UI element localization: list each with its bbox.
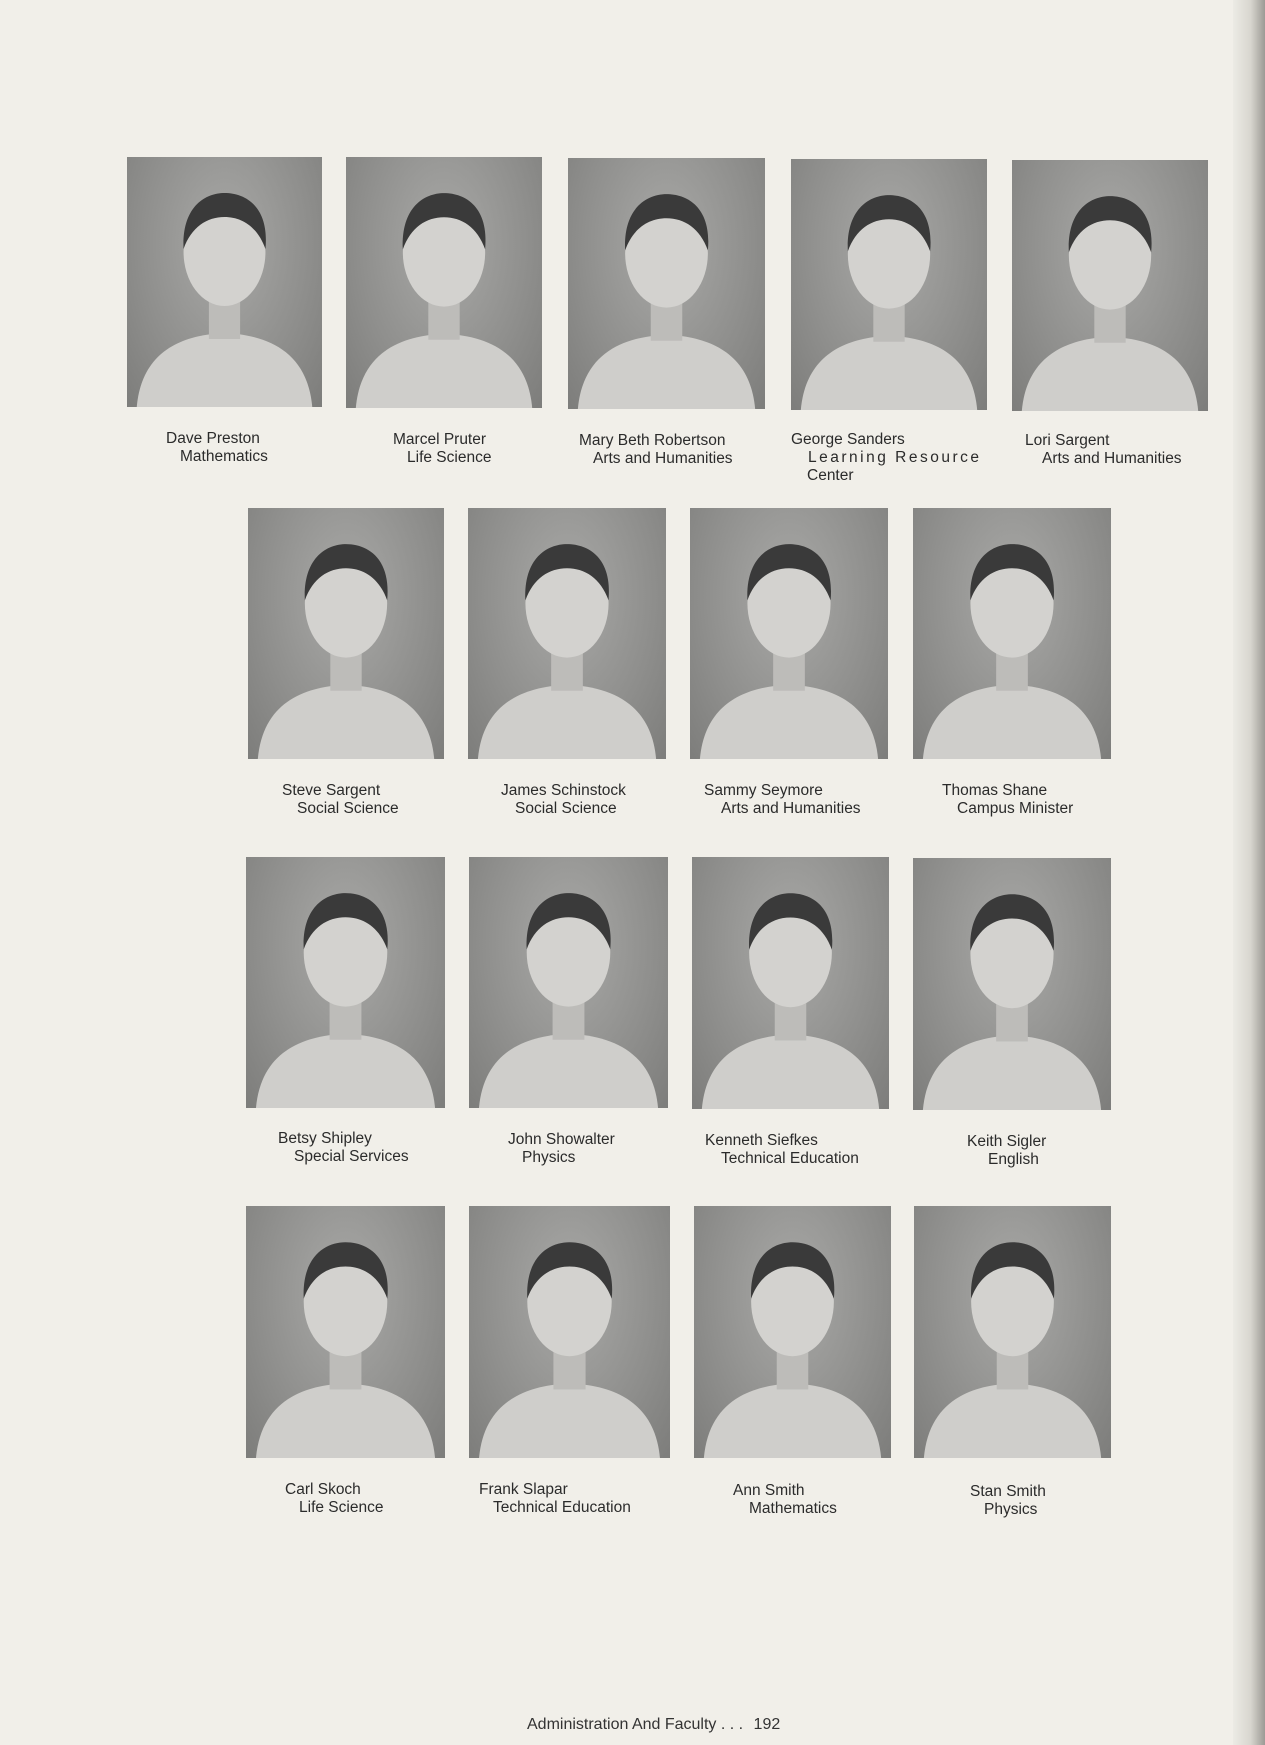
faculty-caption (166, 430, 268, 466)
portrait-silhouette (469, 857, 668, 1108)
portrait-silhouette (568, 158, 765, 409)
faculty-department: Life Science (299, 1499, 384, 1516)
faculty-department: English (988, 1151, 1039, 1168)
faculty-department: Arts and Humanities (593, 450, 733, 467)
faculty-name: Lori Sargent (1025, 432, 1110, 449)
footer-section-title: Administration And Faculty . . . (527, 1716, 744, 1733)
faculty-caption (705, 1132, 859, 1168)
faculty-department: Social Science (297, 800, 399, 817)
faculty-department: Technical Education (721, 1150, 859, 1167)
portrait-silhouette (791, 159, 987, 410)
faculty-caption (791, 431, 981, 485)
portrait-photo (690, 508, 888, 759)
faculty-department: Physics (522, 1149, 576, 1166)
faculty-name: James Schinstock (501, 782, 626, 799)
faculty-caption (970, 1483, 1046, 1519)
portrait-photo (246, 857, 445, 1108)
faculty-caption (579, 432, 733, 468)
faculty-department: Mathematics (749, 1500, 837, 1517)
faculty-name: Carl Skoch (285, 1481, 361, 1498)
faculty-department: Social Science (515, 800, 617, 817)
faculty-caption (501, 782, 626, 818)
portrait-silhouette (690, 508, 888, 759)
faculty-name: Sammy Seymore (704, 782, 823, 799)
portrait-silhouette (913, 858, 1111, 1110)
portrait-photo (127, 157, 322, 407)
faculty-department: Mathematics (180, 448, 268, 465)
portrait-photo (694, 1206, 891, 1458)
page-number: 192 (753, 1716, 781, 1733)
faculty-name: Steve Sargent (282, 782, 381, 799)
faculty-name: Dave Preston (166, 430, 260, 447)
faculty-caption (942, 782, 1073, 818)
portrait-photo (469, 1206, 670, 1458)
faculty-department: Campus Minister (957, 800, 1074, 817)
portrait-silhouette (694, 1206, 891, 1458)
portrait-silhouette (1012, 160, 1208, 411)
portrait-silhouette (346, 157, 542, 408)
faculty-name: Marcel Pruter (393, 431, 487, 448)
faculty-caption (479, 1481, 631, 1517)
portrait-photo (468, 508, 666, 759)
faculty-caption (733, 1482, 837, 1518)
faculty-caption (278, 1130, 409, 1166)
portrait-silhouette (468, 508, 666, 759)
faculty-department: Arts and Humanities (721, 800, 861, 817)
faculty-name: Frank Slapar (479, 1481, 568, 1498)
faculty-caption (704, 782, 861, 818)
portrait-photo (913, 858, 1111, 1110)
faculty-department: Arts and Humanities (1042, 450, 1182, 467)
portrait-silhouette (469, 1206, 670, 1458)
faculty-department: Physics (984, 1501, 1038, 1518)
faculty-name: Betsy Shipley (278, 1130, 372, 1147)
page-edge-shadow (1233, 0, 1265, 1745)
portrait-photo (791, 159, 987, 410)
portrait-photo (914, 1206, 1111, 1458)
faculty-name: Keith Sigler (967, 1133, 1047, 1150)
faculty-caption (508, 1131, 615, 1167)
faculty-caption (967, 1133, 1046, 1169)
portrait-photo (248, 508, 444, 759)
faculty-caption (393, 431, 491, 467)
portrait-silhouette (913, 508, 1111, 759)
faculty-name: Thomas Shane (942, 782, 1048, 799)
portrait-silhouette (248, 508, 444, 759)
faculty-department: Learning Resource (808, 449, 982, 466)
faculty-name: Stan Smith (970, 1483, 1046, 1500)
faculty-name: John Showalter (508, 1131, 615, 1148)
portrait-silhouette (914, 1206, 1111, 1458)
faculty-name: Ann Smith (733, 1482, 805, 1499)
portrait-photo (568, 158, 765, 409)
faculty-caption (285, 1481, 383, 1517)
faculty-name: George Sanders (791, 431, 905, 448)
portrait-silhouette (246, 1206, 445, 1458)
faculty-department: Life Science (407, 449, 492, 466)
faculty-caption (1025, 432, 1182, 468)
portrait-photo (692, 857, 889, 1109)
portrait-silhouette (692, 857, 889, 1109)
faculty-department: Special Services (294, 1148, 409, 1165)
portrait-photo (913, 508, 1111, 759)
portrait-silhouette (127, 157, 322, 407)
page-footer (527, 1716, 780, 1734)
faculty-name: Mary Beth Robertson (579, 432, 726, 449)
faculty-caption (282, 782, 399, 818)
portrait-photo (346, 157, 542, 408)
portrait-silhouette (246, 857, 445, 1108)
faculty-department-continued: Center (807, 467, 854, 484)
portrait-photo (1012, 160, 1208, 411)
portrait-photo (469, 857, 668, 1108)
faculty-department: Technical Education (493, 1499, 631, 1516)
portrait-photo (246, 1206, 445, 1458)
faculty-name: Kenneth Siefkes (705, 1132, 818, 1149)
